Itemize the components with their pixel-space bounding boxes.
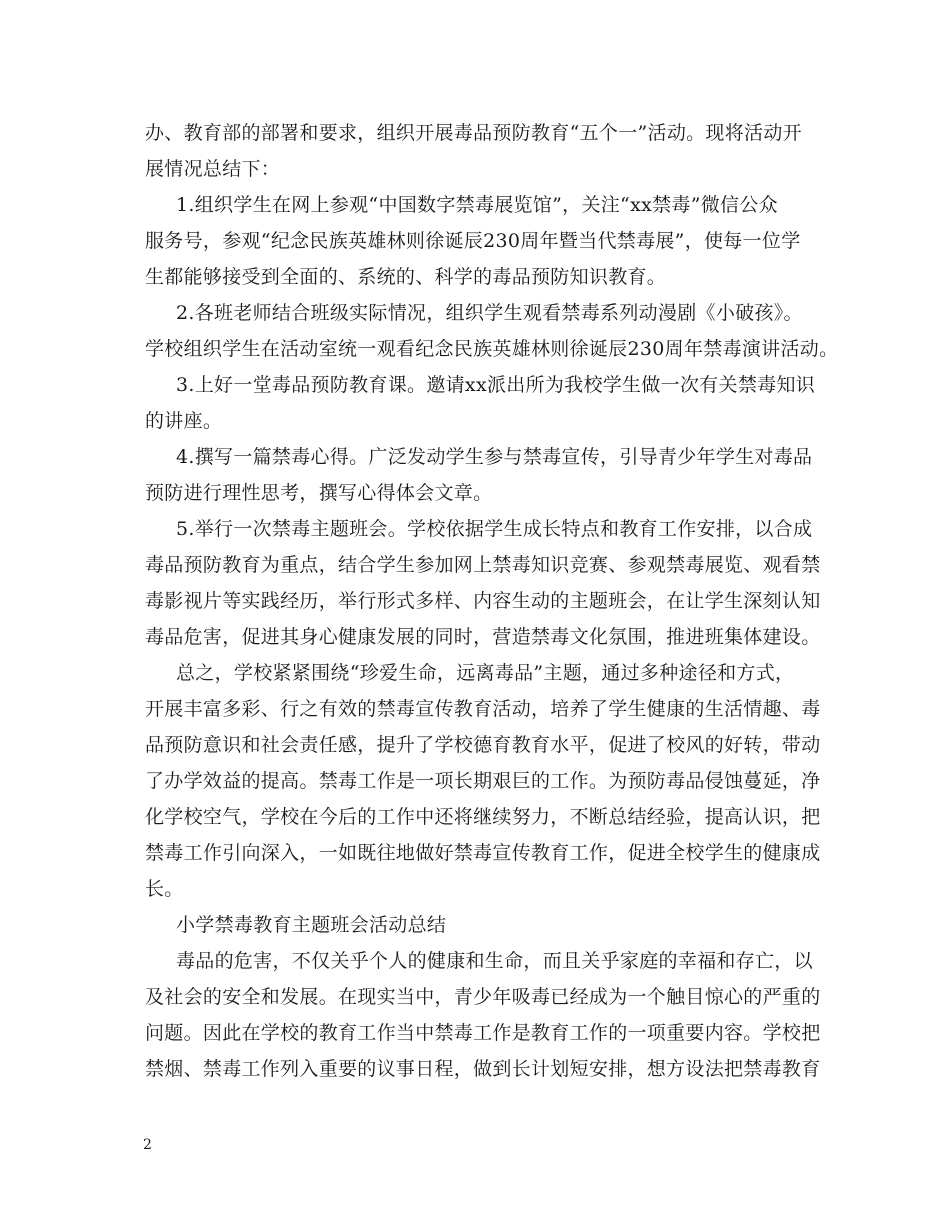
text-line: 及社会的安全和发展。在现实当中，青少年吸毒已经成为一个触目惊心的严重的 (145, 986, 821, 1008)
text-line: 办、教育部的部署和要求，组织开展毒品预防教育“五个一”活动。现将活动开 (145, 122, 802, 144)
text-line: 了办学效益的提高。禁毒工作是一项长期艰巨的工作。为预防毒品侵蚀蔓延，净 (145, 770, 821, 792)
text-line: 3.上好一堂毒品预防教育课。邀请xx派出所为我校学生做一次有关禁毒知识 (176, 374, 816, 396)
text-line: 毒品危害，促进其身心健康发展的同时，营造禁毒文化氛围，推进班集体建设。 (145, 626, 821, 648)
page-number: 2 (143, 1137, 152, 1153)
text-line: 禁烟、禁毒工作列入重要的议事日程，做到长计划短安排，想方设法把禁毒教育 (145, 1058, 821, 1080)
text-line: 开展丰富多彩、行之有效的禁毒宣传教育活动，培养了学生健康的生活情趣、毒 (145, 698, 821, 720)
text-line: 禁毒工作引向深入，一如既往地做好禁毒宣传教育工作，促进全校学生的健康成 (145, 842, 821, 864)
text-line: 毒品预防教育为重点，结合学生参加网上禁毒知识竞赛、参观禁毒展览、观看禁 (145, 554, 821, 576)
text-line: 问题。因此在学校的教育工作当中禁毒工作是教育工作的一项重要内容。学校把 (145, 1022, 821, 1044)
text-line: 5.举行一次禁毒主题班会。学校依据学生成长特点和教育工作安排，以合成 (176, 518, 813, 540)
text-line: 服务号，参观“纪念民族英雄林则徐诞辰230周年暨当代禁毒展”，使每一位学 (145, 230, 801, 252)
text-line: 2.各班老师结合班级实际情况，组织学生观看禁毒系列动漫剧《小破孩》。 (176, 302, 803, 324)
text-line: 4.撰写一篇禁毒心得。广泛发动学生参与禁毒宣传，引导青少年学生对毒品 (176, 446, 813, 468)
text-line: 1.组织学生在网上参观“中国数字禁毒展览馆”，关注“xx禁毒”微信公众 (176, 194, 778, 216)
section-heading: 小学禁毒教育主题班会活动总结 (176, 914, 447, 936)
text-line: 品预防意识和社会责任感，提升了学校德育教育水平，促进了校风的好转，带动 (145, 734, 821, 756)
text-line: 毒品的危害，不仅关乎个人的健康和生命，而且关乎家庭的幸福和存亡，以 (176, 950, 813, 972)
text-line: 展情况总结下： (145, 158, 281, 180)
text-line: 学校组织学生在活动室统一观看纪念民族英雄林则徐诞辰230周年禁毒演讲活动。 (145, 338, 839, 360)
text-line: 生都能够接受到全面的、系统的、科学的毒品预防知识教育。 (145, 266, 667, 288)
text-line: 化学校空气，学校在今后的工作中还将继续努力，不断总结经验，提高认识，把 (145, 806, 821, 828)
text-line: 总之，学校紧紧围绕“珍爱生命，远离毒品”主题，通过多种途径和方式， (176, 662, 795, 684)
text-line: 预防进行理性思考，撰写心得体会文章。 (145, 482, 493, 504)
text-line: 的讲座。 (145, 410, 223, 432)
text-line: 毒影视片等实践经历，举行形式多样、内容生动的主题班会，在让学生深刻认知 (145, 590, 821, 612)
text-line: 长。 (145, 878, 184, 900)
